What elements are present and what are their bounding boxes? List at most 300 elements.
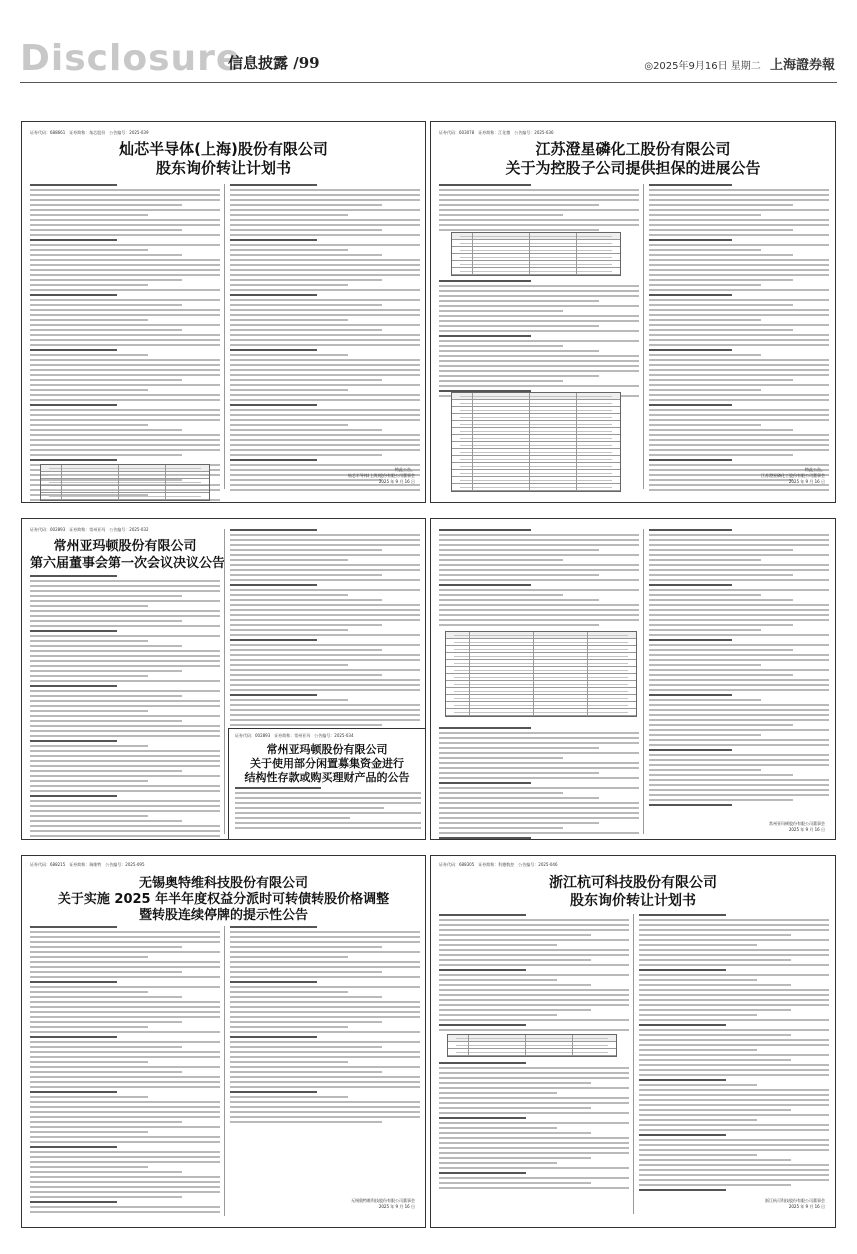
body-text-line bbox=[30, 1041, 220, 1043]
body-text-line bbox=[230, 429, 382, 431]
body-text-line bbox=[230, 459, 317, 461]
body-text-line bbox=[439, 959, 591, 961]
body-text-line bbox=[439, 944, 557, 946]
table-row bbox=[452, 484, 620, 491]
body-text-line bbox=[230, 649, 382, 651]
table-row bbox=[452, 393, 620, 400]
body-text-line bbox=[439, 305, 639, 307]
body-text-line bbox=[439, 787, 639, 789]
body-text-line bbox=[639, 944, 757, 946]
body-text-line bbox=[439, 609, 639, 611]
body-text-line bbox=[649, 644, 829, 646]
body-text-line bbox=[30, 1096, 148, 1098]
body-text-line bbox=[30, 1106, 220, 1108]
body-text-line bbox=[30, 339, 220, 341]
body-text-line bbox=[649, 259, 829, 261]
notice-panel bbox=[21, 121, 426, 503]
body-text-line bbox=[439, 974, 629, 976]
body-text-line bbox=[439, 214, 563, 216]
body-text-line bbox=[230, 339, 420, 341]
body-text-line bbox=[30, 1196, 182, 1198]
body-text-line bbox=[230, 454, 382, 456]
body-text-line bbox=[649, 789, 829, 791]
body-text-line bbox=[649, 734, 761, 736]
body-text-line bbox=[639, 1059, 791, 1061]
body-text-line bbox=[639, 1079, 726, 1081]
body-text-line bbox=[639, 1029, 829, 1031]
body-text-line bbox=[649, 204, 793, 206]
body-text-line bbox=[439, 189, 639, 191]
body-text-line bbox=[235, 827, 421, 829]
body-text-line bbox=[639, 1104, 829, 1106]
body-text-line bbox=[230, 359, 420, 361]
body-text-line bbox=[230, 644, 420, 646]
table-row bbox=[452, 463, 620, 470]
notice-panel bbox=[430, 855, 836, 1228]
notice-title-line: 常州亚玛顿股份有限公司 bbox=[53, 539, 197, 554]
notice-meta: 证券代码：688305 证券简称：科德数控 公告编号：2025-046 bbox=[439, 862, 558, 867]
body-text-line bbox=[439, 1132, 591, 1134]
body-text-line bbox=[439, 1172, 526, 1174]
body-text-line bbox=[649, 224, 829, 226]
body-text-line bbox=[230, 264, 420, 266]
body-text-line bbox=[230, 314, 420, 316]
column-divider bbox=[224, 926, 225, 1216]
body-text-line bbox=[649, 409, 829, 411]
body-text-line bbox=[30, 720, 182, 722]
signature-line: 特此公告。 bbox=[805, 467, 825, 472]
table-column-divider bbox=[118, 465, 119, 500]
body-text-line bbox=[30, 1051, 220, 1053]
body-text-line bbox=[439, 1092, 557, 1094]
body-text-line bbox=[230, 579, 420, 581]
body-text-line bbox=[649, 599, 793, 601]
body-text-line bbox=[439, 827, 563, 829]
body-text-line bbox=[649, 334, 829, 336]
body-text-line bbox=[230, 274, 420, 276]
body-text-line bbox=[30, 755, 220, 757]
body-text-line bbox=[30, 690, 220, 692]
body-text-line bbox=[230, 384, 420, 386]
body-text-line bbox=[30, 399, 220, 401]
body-text-line bbox=[649, 549, 793, 551]
body-text-line bbox=[439, 994, 629, 996]
table-row bbox=[452, 233, 620, 240]
table-row bbox=[446, 639, 636, 646]
signature-line: 2025 年 9 月 16 日 bbox=[788, 479, 825, 484]
notice-title-line: 暨转股连续停牌的提示性公告 bbox=[138, 908, 308, 923]
body-text-line bbox=[649, 529, 732, 531]
body-text-line bbox=[30, 1161, 220, 1163]
body-text-line bbox=[30, 404, 117, 406]
body-text-line bbox=[639, 919, 829, 921]
table-column-divider bbox=[533, 632, 534, 716]
body-text-line bbox=[649, 299, 829, 301]
body-text-line bbox=[649, 294, 732, 296]
table-row bbox=[41, 479, 209, 486]
body-text-line bbox=[639, 979, 757, 981]
body-text-line bbox=[30, 314, 220, 316]
table-row bbox=[452, 414, 620, 421]
body-text-line bbox=[30, 344, 220, 346]
body-text-line bbox=[439, 929, 629, 931]
body-text-line bbox=[230, 624, 382, 626]
body-text-line bbox=[439, 792, 563, 794]
body-text-line bbox=[649, 769, 761, 771]
body-text-line bbox=[230, 584, 317, 586]
body-text-line bbox=[649, 709, 829, 711]
body-text-line bbox=[649, 689, 829, 691]
body-text-line bbox=[230, 1066, 420, 1068]
body-text-line bbox=[649, 539, 829, 541]
column-divider bbox=[633, 914, 634, 1214]
notice-title-line: 股东询价转让计划书 bbox=[155, 159, 291, 177]
body-text-line bbox=[230, 309, 420, 311]
body-text-line bbox=[649, 774, 793, 776]
body-text-line bbox=[649, 314, 829, 316]
body-text-line bbox=[230, 329, 382, 331]
body-text-line bbox=[30, 194, 220, 196]
body-text-line bbox=[639, 1119, 757, 1121]
body-text-line bbox=[439, 949, 629, 951]
notice-title-line: 第六届董事会第一次会议决议公告 bbox=[30, 556, 226, 571]
notice-panel bbox=[21, 855, 426, 1228]
body-text-line bbox=[439, 1112, 629, 1114]
notice-panel bbox=[228, 728, 426, 840]
body-text-line bbox=[30, 1001, 220, 1003]
body-text-line bbox=[30, 1121, 182, 1123]
body-text-line bbox=[230, 589, 420, 591]
body-text-line bbox=[30, 991, 148, 993]
body-text-line bbox=[439, 340, 639, 342]
body-text-line bbox=[230, 594, 348, 596]
body-text-line bbox=[30, 334, 220, 336]
body-text-line bbox=[30, 695, 182, 697]
table-row bbox=[452, 400, 620, 407]
table-column-divider bbox=[525, 1035, 526, 1056]
body-text-line bbox=[30, 284, 148, 286]
body-text-line bbox=[439, 574, 599, 576]
body-text-line bbox=[230, 464, 420, 466]
body-text-line bbox=[439, 772, 599, 774]
notice-signature bbox=[665, 821, 825, 833]
body-text-line bbox=[439, 747, 599, 749]
body-text-line bbox=[230, 304, 382, 306]
signature-line: 2025 年 9 月 16 日 bbox=[378, 1204, 415, 1209]
body-text-line bbox=[230, 489, 420, 491]
body-text-line bbox=[649, 589, 829, 591]
body-text-line bbox=[30, 394, 220, 396]
body-text-line bbox=[649, 214, 761, 216]
body-text-line bbox=[30, 434, 220, 436]
body-text-line bbox=[649, 269, 829, 271]
body-text-line bbox=[439, 969, 526, 971]
body-text-line bbox=[649, 754, 829, 756]
data-table bbox=[40, 464, 210, 501]
body-text-line bbox=[30, 329, 182, 331]
table-row bbox=[446, 688, 636, 695]
section-logo: Disclosure bbox=[20, 38, 242, 79]
table-row bbox=[448, 1049, 616, 1056]
body-text-line bbox=[230, 609, 420, 611]
table-column-divider bbox=[469, 632, 470, 716]
body-text-line bbox=[639, 1179, 829, 1181]
body-text-line bbox=[30, 1141, 220, 1143]
body-text-line bbox=[649, 429, 793, 431]
body-text-line bbox=[230, 244, 420, 246]
table-row bbox=[41, 493, 209, 500]
body-text-line bbox=[230, 269, 420, 271]
table-column-divider bbox=[165, 465, 166, 500]
body-text-line bbox=[30, 289, 220, 291]
body-text-line bbox=[639, 924, 829, 926]
body-text-line bbox=[639, 1054, 829, 1056]
body-text-line bbox=[230, 599, 382, 601]
body-text-line bbox=[30, 966, 220, 968]
body-text-line bbox=[639, 984, 791, 986]
body-text-line bbox=[30, 259, 220, 261]
body-text-line bbox=[649, 659, 829, 661]
notice-title-line: 关于为控股子公司提供担保的进展公告 bbox=[505, 159, 761, 177]
body-text-line bbox=[649, 344, 829, 346]
text-column bbox=[30, 184, 220, 503]
body-text-line bbox=[30, 675, 148, 677]
body-text-line bbox=[439, 199, 639, 201]
body-text-line bbox=[30, 1061, 148, 1063]
body-text-line bbox=[439, 604, 639, 606]
body-text-line bbox=[439, 802, 639, 804]
body-text-line bbox=[30, 941, 220, 943]
body-text-line bbox=[439, 989, 629, 991]
body-text-line bbox=[30, 459, 117, 461]
body-text-line bbox=[30, 810, 220, 812]
body-text-line bbox=[639, 1164, 829, 1166]
body-text-line bbox=[439, 219, 639, 221]
body-text-line bbox=[439, 1187, 629, 1189]
body-text-line bbox=[30, 1006, 220, 1008]
body-text-line bbox=[439, 194, 639, 196]
body-text-line bbox=[30, 946, 182, 948]
body-text-line bbox=[230, 669, 420, 671]
body-text-line bbox=[439, 204, 599, 206]
data-table bbox=[451, 232, 621, 276]
body-text-line bbox=[649, 684, 829, 686]
body-text-line bbox=[30, 1021, 182, 1023]
body-text-line bbox=[649, 394, 829, 396]
body-text-line bbox=[30, 219, 220, 221]
text-column bbox=[439, 1062, 629, 1192]
body-text-line bbox=[649, 424, 761, 426]
body-text-line bbox=[639, 1154, 757, 1156]
body-text-line bbox=[649, 449, 829, 451]
body-text-line bbox=[439, 579, 639, 581]
table-row bbox=[452, 240, 620, 247]
body-text-line bbox=[30, 359, 220, 361]
notice-meta: 证券代码：603078 证券简称：江化微 公告编号：2025-036 bbox=[439, 130, 554, 135]
body-text-line bbox=[30, 760, 220, 762]
body-text-line bbox=[649, 454, 793, 456]
notice-title-line: 常州亚玛顿股份有限公司 bbox=[266, 743, 388, 756]
body-text-line bbox=[230, 294, 317, 296]
body-text-line bbox=[649, 804, 732, 806]
table-column-divider bbox=[576, 393, 577, 491]
body-text-line bbox=[649, 669, 829, 671]
body-text-line bbox=[230, 709, 420, 711]
body-text-line bbox=[230, 966, 420, 968]
body-text-line bbox=[30, 615, 220, 617]
body-text-line bbox=[439, 757, 563, 759]
body-text-line bbox=[649, 764, 829, 766]
body-text-line bbox=[230, 1121, 382, 1123]
body-text-line bbox=[30, 304, 182, 306]
body-text-line bbox=[30, 274, 220, 276]
text-column bbox=[230, 926, 420, 1126]
body-text-line bbox=[230, 364, 420, 366]
body-text-line bbox=[649, 364, 829, 366]
body-text-line bbox=[30, 264, 220, 266]
body-text-line bbox=[639, 1134, 726, 1136]
body-text-line bbox=[30, 585, 220, 587]
table-row bbox=[446, 681, 636, 688]
body-text-line bbox=[230, 941, 420, 943]
body-text-line bbox=[439, 1117, 526, 1119]
body-text-line bbox=[649, 354, 761, 356]
body-text-line bbox=[639, 1144, 829, 1146]
table-column-divider bbox=[572, 1035, 573, 1056]
body-text-line bbox=[30, 670, 182, 672]
body-text-line bbox=[30, 705, 220, 707]
body-text-line bbox=[439, 345, 563, 347]
body-text-line bbox=[230, 544, 420, 546]
body-text-line bbox=[649, 369, 829, 371]
body-text-line bbox=[639, 914, 726, 916]
body-text-line bbox=[649, 339, 829, 341]
body-text-line bbox=[439, 365, 639, 367]
body-text-line bbox=[30, 1071, 182, 1073]
body-text-line bbox=[639, 1049, 757, 1051]
table-row bbox=[446, 674, 636, 681]
body-text-line bbox=[230, 1116, 420, 1118]
table-column-divider bbox=[529, 233, 530, 275]
body-text-line bbox=[649, 729, 829, 731]
body-text-line bbox=[30, 1131, 148, 1133]
body-text-line bbox=[649, 444, 829, 446]
table-column-divider bbox=[529, 393, 530, 491]
body-text-line bbox=[649, 329, 793, 331]
body-text-line bbox=[230, 1021, 382, 1023]
body-text-line bbox=[230, 279, 382, 281]
body-text-line bbox=[230, 684, 420, 686]
body-text-line bbox=[639, 994, 829, 996]
body-text-line bbox=[230, 981, 317, 983]
body-text-line bbox=[30, 364, 220, 366]
body-text-line bbox=[649, 674, 793, 676]
body-text-line bbox=[649, 274, 829, 276]
body-text-line bbox=[649, 649, 793, 651]
body-text-line bbox=[30, 961, 220, 963]
body-text-line bbox=[30, 936, 220, 938]
body-text-line bbox=[230, 344, 420, 346]
body-text-line bbox=[230, 399, 420, 401]
body-text-line bbox=[230, 1006, 420, 1008]
section-title: 信息披露 /99 bbox=[228, 54, 320, 72]
body-text-line bbox=[30, 1036, 117, 1038]
body-text-line bbox=[639, 1074, 829, 1076]
body-text-line bbox=[639, 1109, 791, 1111]
body-text-line bbox=[30, 625, 220, 627]
column-divider bbox=[224, 529, 225, 834]
body-text-line bbox=[30, 1116, 220, 1118]
body-text-line bbox=[30, 665, 220, 667]
body-text-line bbox=[230, 946, 382, 948]
table-row bbox=[448, 1035, 616, 1042]
body-text-line bbox=[30, 580, 220, 582]
body-text-line bbox=[230, 996, 382, 998]
table-row bbox=[446, 709, 636, 716]
body-text-line bbox=[230, 259, 420, 261]
body-text-line bbox=[649, 349, 732, 351]
body-text-line bbox=[649, 279, 793, 281]
body-text-line bbox=[30, 319, 148, 321]
body-text-line bbox=[30, 234, 220, 236]
body-text-line bbox=[639, 1124, 829, 1126]
body-text-line bbox=[30, 1151, 220, 1153]
body-text-line bbox=[230, 719, 420, 721]
body-text-line bbox=[30, 971, 182, 973]
body-text-line bbox=[439, 767, 639, 769]
body-text-line bbox=[30, 605, 148, 607]
body-text-line bbox=[649, 569, 829, 571]
body-text-line bbox=[30, 785, 220, 787]
body-text-line bbox=[235, 802, 421, 804]
body-text-line bbox=[439, 1137, 629, 1139]
body-text-line bbox=[30, 309, 220, 311]
body-text-line bbox=[649, 389, 761, 391]
data-table bbox=[445, 631, 637, 717]
data-table bbox=[447, 1034, 617, 1057]
signature-line: 江苏澄星磷化工股份有限公司董事会 bbox=[761, 473, 825, 478]
body-text-line bbox=[649, 309, 829, 311]
body-text-line bbox=[230, 1091, 317, 1093]
text-column bbox=[230, 184, 420, 494]
body-text-line bbox=[439, 1157, 591, 1159]
body-text-line bbox=[639, 1094, 829, 1096]
body-text-line bbox=[30, 1076, 220, 1078]
body-text-line bbox=[30, 209, 220, 211]
body-text-line bbox=[30, 1201, 117, 1203]
body-text-line bbox=[30, 1181, 220, 1183]
body-text-line bbox=[439, 564, 639, 566]
body-text-line bbox=[439, 984, 591, 986]
body-text-line bbox=[30, 299, 220, 301]
body-text-line bbox=[639, 954, 829, 956]
notice-panel bbox=[430, 121, 836, 503]
body-text-line bbox=[439, 1142, 629, 1144]
body-text-line bbox=[639, 1019, 829, 1021]
body-text-line bbox=[30, 1031, 220, 1033]
body-text-line bbox=[230, 1031, 420, 1033]
body-text-line bbox=[439, 762, 639, 764]
body-text-line bbox=[439, 737, 639, 739]
body-text-line bbox=[639, 1064, 829, 1066]
body-text-line bbox=[30, 575, 117, 577]
body-text-line bbox=[30, 349, 117, 351]
body-text-line bbox=[439, 1097, 629, 1099]
table-row bbox=[452, 254, 620, 261]
body-text-line bbox=[649, 749, 732, 751]
body-text-line bbox=[639, 964, 829, 966]
notice-title-line: 股东询价转让计划书 bbox=[570, 893, 696, 909]
